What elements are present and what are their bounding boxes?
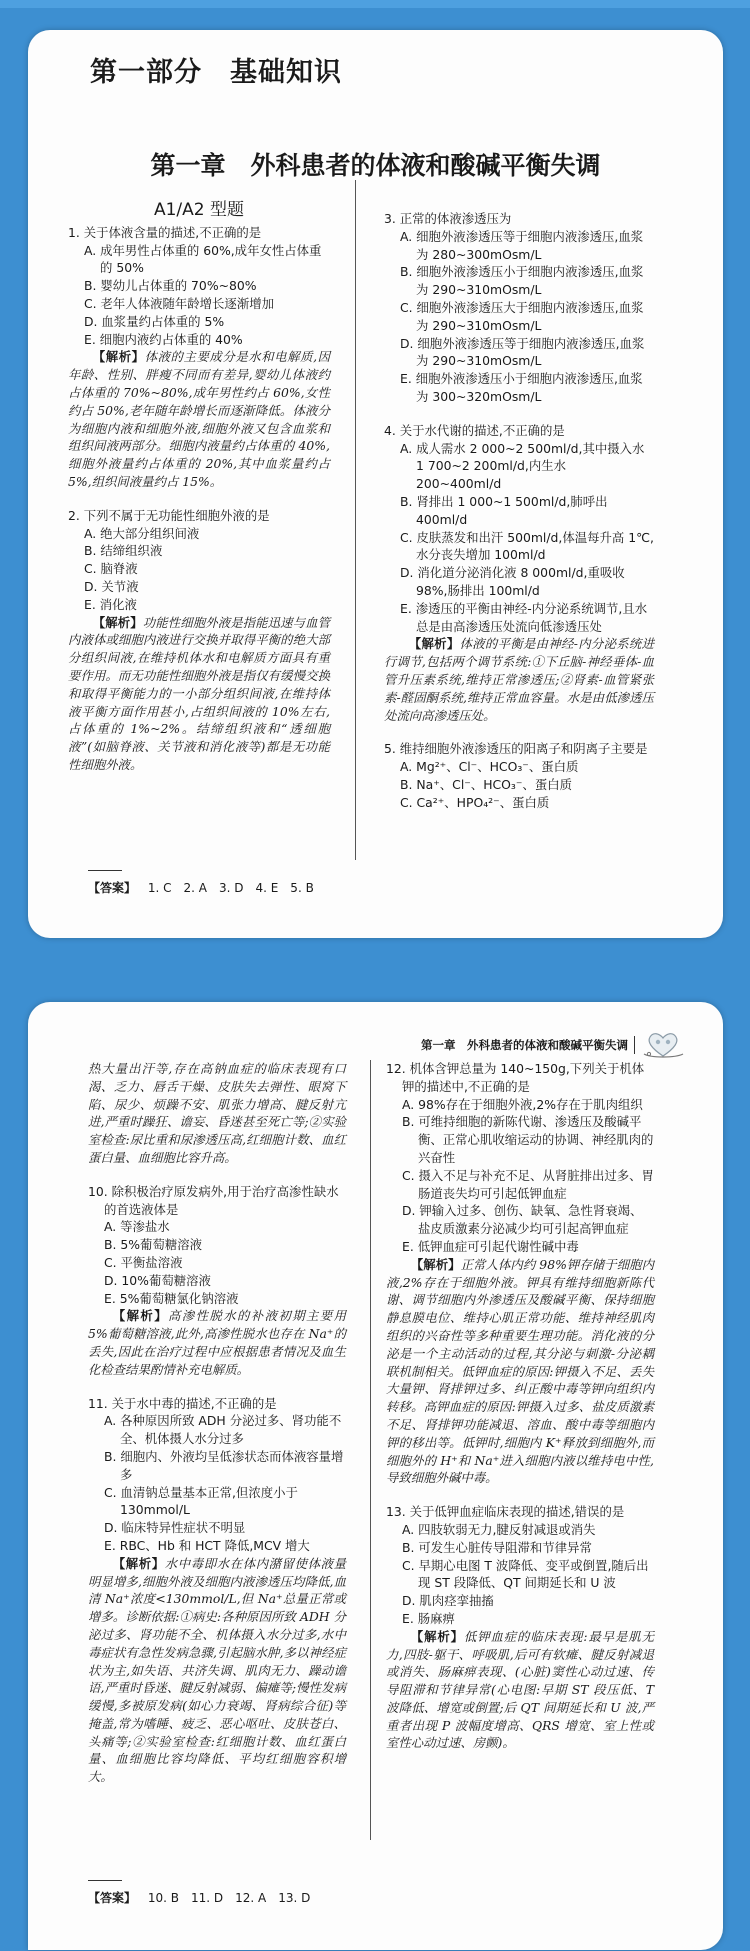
column-divider [370, 1060, 371, 1840]
explanation-text: 高渗性脱水的补液初期主要用 5%葡萄糖溶液,此外,高渗性脱水也存在 Na⁺的丢失,因此在治疗过程中应根据患者情况及血生化检查结果酌情补充电解质。 [88, 1308, 346, 1377]
answer-option: E. 细胞内液约占体重的 40% [84, 331, 243, 347]
answer-option: B. 细胞内、外液均呈低渗状态而体液容量增多 [104, 1448, 344, 1482]
question-stem: 5. 维持细胞外液渗透压的阳离子和阴离子主要是 [384, 741, 648, 757]
answer-option: B. 5%葡萄糖溶液 [104, 1237, 202, 1253]
answer-option: C. 摄入不足与补充不足、从肾脏排出过多、胃肠道丧失均可引起低钾血症 [402, 1167, 654, 1201]
explanation-tag: 【解析】 [112, 1308, 168, 1324]
answer-tag: 【答案】 [88, 881, 137, 895]
answer-option: C. 平衡盐溶液 [104, 1254, 183, 1270]
stethoscope-heart-logo-icon [641, 1030, 685, 1060]
answer-tag: 【答案】 [88, 1891, 137, 1905]
question-item [88, 1395, 346, 1787]
answer-option: B. 结缔组织液 [84, 543, 163, 559]
answer-option: B. 婴幼儿占体重的 70%~80% [84, 278, 257, 294]
question-stem: 2. 下列不属于无功能性细胞外液的是 [68, 507, 270, 523]
question-stem: 10. 除积极治疗原发病外,用于治疗高渗性缺水的首选液体是 [88, 1183, 339, 1217]
question-item [68, 507, 330, 774]
answer-option: D. 临床特异性症状不明显 [104, 1520, 246, 1536]
question-stem: 3. 正常的体液渗透压为 [384, 211, 512, 226]
answer-option: D. 10%葡萄糖溶液 [104, 1272, 211, 1288]
answer-option: B. 可维持细胞的新陈代谢、渗透压及酸碱平衡、正常心肌收缩运动的协调、神经肌肉的兴奋性 [402, 1114, 654, 1165]
explanation-tag: 【解析】 [92, 349, 145, 365]
answer-option: D. 钾输入过多、创伤、缺氧、急性肾衰竭、盐皮质激素分泌减少均可引起高钾血症 [402, 1203, 643, 1237]
book-page-1 [28, 30, 723, 938]
answer-option: C. 皮肤蒸发和出汗 500ml/d,体温每升高 1℃,水分丧失增加 100ml/d [400, 529, 654, 563]
answer-option: D. 关节液 [84, 578, 139, 594]
answer-option: A. 各种原因所致 ADH 分泌过多、肾功能不全、机体摄人水分过多 [104, 1413, 342, 1447]
answer-values: 1. C 2. A 3. D 4. E 5. B [147, 881, 314, 895]
answer-option: B. 可发生心脏传导阻滞和节律异常 [402, 1539, 592, 1555]
answer-values: 10. B 11. D 12. A 13. D [147, 1891, 311, 1905]
question-item [384, 422, 654, 725]
book-page-2 [28, 1002, 723, 1950]
answer-option: C. 早期心电图 T 波降低、变平或倒置,随后出现 ST 段降低、QT 间期延长和 U 波 [402, 1557, 649, 1591]
answer-option: E. 5%葡萄糖氯化钠溶液 [104, 1290, 239, 1306]
answer-rule [88, 870, 122, 871]
running-head-title: 第一章 外科患者的体液和酸碱平衡失调 [421, 1038, 628, 1052]
answer-option: A. 绝大部分组织间液 [84, 525, 200, 541]
question-stem: 1. 关于体液含量的描述,不正确的是 [68, 224, 262, 240]
question-item [386, 1060, 654, 1487]
question-stem: 12. 机体含钾总量为 140~150g,下列关于机体钾的描述中,不正确的是 [386, 1061, 645, 1094]
question-stem: 11. 关于水中毒的描述,不正确的是 [88, 1395, 277, 1411]
answer-option: C. 细胞外液渗透压大于细胞内液渗透压,血浆为 290~310mOsm/L [400, 299, 644, 333]
top-edge [0, 0, 750, 8]
question-item [384, 740, 654, 811]
explanation-tag: 【解析】 [112, 1555, 165, 1571]
explanation-tag: 【解析】 [408, 636, 460, 652]
section-heading: A1/A2 型题 [153, 200, 245, 220]
part-title: 第一部分 基础知识 [90, 57, 342, 88]
explanation-tag: 【解析】 [410, 1256, 461, 1272]
explanation-text: 正常人体内约 98%钾存储于细胞内液,2%存在于细胞外液。钾具有维持细胞新陈代谢、调节细胞内外渗透压及酸碱平衡、保持细胞静息膜电位、维持心肌正常功能、维持神经肌肉组织的兴奋性等多种重要生理功能。消化液的分泌是一个主动活动的过程,其分泌与刺激-分泌耦联机制相关。低钾血症的原因:钾摄入不足、丢失大量钾、肾排钾过多、纠正酸中毒等钾向组织内转移。高钾血症的原因:钾摄入过多、盐皮质激素不足、肾排钾功能减退、溶血、酸中毒等细胞内钾的移出等。低钾时,细胞内 K⁺释放到细胞外,而细胞外的 H⁺和 Na⁺进入细胞内液以维持电中性,导致细胞外碱中毒。 [386, 1256, 655, 1486]
question-stem: 13. 关于低钾血症临床表现的描述,错误的是 [386, 1504, 625, 1520]
page2-left-column [88, 1060, 346, 1802]
answer-option: A. 98%存在于细胞外液,2%存在于肌肉组织 [402, 1096, 643, 1112]
question-list [88, 1183, 346, 1786]
answer-key [88, 1880, 310, 1906]
page1-left-column [68, 196, 330, 790]
answer-option: E. 肠麻痹 [402, 1610, 455, 1626]
question-item [88, 1183, 346, 1379]
answer-option: E. 低钾血症可引起代谢性碱中毒 [402, 1238, 579, 1254]
explanation [386, 1628, 654, 1753]
continued-explanation: 热大量出汗等,存在高钠血症的临床表现有口渴、乏力、唇舌干燥、皮肤失去弹性、眼窝下陷、尿少、烦躁不安、肌张力增高、腱反射亢进,严重时躁狂、谵妄、昏迷甚至死亡等;②实验室检查:尿比重和尿渗透压高,红细胞计数、血红蛋白量、血细胞比容升高。 [88, 1061, 346, 1165]
answer-option: A. 细胞外液渗透压等于细胞内液渗透压,血浆为 280~300mOsm/L [400, 228, 644, 262]
answer-option: C. 老年人体液随年龄增长逐渐增加 [84, 295, 274, 311]
answer-option: D. 消化道分泌消化液 8 000ml/d,重吸收 98%,肠排出 100ml/d [400, 565, 625, 598]
answer-option: A. 四肢软弱无力,腱反射减退或消失 [402, 1521, 596, 1537]
explanation [68, 348, 330, 490]
answer-option: D. 血浆量约占体重的 5% [84, 313, 225, 329]
page1-right-column [384, 210, 654, 828]
explanation [386, 1256, 654, 1487]
answer-option: B. 细胞外液渗透压小于细胞内液渗透压,血浆为 290~310mOsm/L [400, 264, 644, 298]
explanation-text: 水中毒即水在体内潴留使体液量明显增多,细胞外液及细胞内液渗透压均降低,血清 Na⁺浓度<130mmol/L,但 Na⁺总量正常或增多。诊断依据:①病史:各种原因所致 ADH 分泌过多、肾功能不全、机体摄入水分过多,水中毒症状有急性发病急骤,引起脑水肿,多以神经症状为主,如失语、共济失调、肌肉无力、躁动谵语,严重时昏迷、腱反射减弱、偏瘫等;慢性发病缓慢,多被原发病(如心力衰竭、肾病综合征)等掩盖,常为嗜睡、疲乏、恶心呕吐、皮肤苍白、头痛等;②实验室检查:红细胞计数、血红蛋白量、血细胞比容均降低、平均红细胞容积增大。 [88, 1555, 347, 1785]
explanation [88, 1555, 346, 1786]
answer-option: C. 血清钠总量基本正常,但浓度小于 130mmol/L [104, 1484, 298, 1518]
question-item [68, 224, 330, 491]
question-list [384, 210, 654, 812]
page2-right-column [386, 1060, 654, 1768]
answer-option: E. 消化液 [84, 596, 137, 612]
answer-option: E. 渗透压的平衡由神经-内分泌系统调节,且水总是由高渗透压处流向低渗透压处 [400, 600, 648, 634]
answer-key [88, 870, 314, 896]
question-stem: 4. 关于水代谢的描述,不正确的是 [384, 422, 565, 438]
answer-option: C. 脑脊液 [84, 561, 138, 577]
running-head [421, 1030, 685, 1060]
answer-option: B. Na⁺、Cl⁻、HCO₃⁻、蛋白质 [400, 776, 572, 792]
question-item [386, 1503, 654, 1752]
question-list [386, 1060, 654, 1752]
column-divider [355, 180, 356, 860]
explanation-text: 低钾血症的临床表现:最早是肌无力,四肢-躯干、呼吸肌,后可有软瘫、腱反射减退或消失、肠麻痹表现、(心脏)窦性心动过速、传导阻滞和节律异常(心电图:早期 ST 段压低、T 波降低、增宽或倒置;后 QT 间期延长和 U 波,严重者出现 P 波幅度增高、QRS 增宽、室上性或室性心动过速、房颤)。 [386, 1628, 654, 1751]
explanation [384, 635, 654, 724]
answer-rule [88, 1880, 122, 1881]
explanation-tag: 【解析】 [410, 1628, 464, 1644]
question-list [68, 224, 330, 774]
answer-option: B. 肾排出 1 000~1 500ml/d,肺呼出 400ml/d [400, 493, 608, 527]
explanation-tag: 【解析】 [92, 614, 143, 630]
explanation [88, 1307, 346, 1378]
explanation-text: 体液的平衡是由神经-内分泌系统进行调节,包括两个调节系统:①下丘脑-神经垂体-血管升压素系统,维持正常渗透压;②肾素-血管紧张素-醛固酮系统,维持正常血容量。水是由低渗透压处流向高渗透压处。 [384, 636, 655, 723]
answer-option: E. RBC、Hb 和 HCT 降低,MCV 增大 [104, 1537, 310, 1553]
question-item [384, 210, 654, 406]
answer-option: D. 细胞外液渗透压等于细胞内液渗透压,血浆为 290~310mOsm/L [400, 335, 645, 369]
answer-option: D. 肌肉痉挛抽搐 [402, 1593, 494, 1609]
explanation-text: 功能性细胞外液是指能迅速与血管内液体或细胞内液进行交换并取得平衡的绝大部分组织间液,在维持机体水和电解质方面具有重要作用。而无功能性细胞外液是指仅有缓慢交换和取得平衡能力的一小部分组织间液,在维持体液平衡方面作用甚小,占组织间液的 10%左右,占体重的 1%~2%。结缔组织液和“透细胞液”(如脑脊液、关节液和消化液等)都是无功能性细胞外液。 [68, 614, 331, 772]
answer-option: E. 细胞外液渗透压小于细胞内液渗透压,血浆为 300~320mOsm/L [400, 371, 643, 404]
answer-option: A. 成人需水 2 000~2 500ml/d,其中摄入水 1 700~2 200ml/d,内生水 200~400ml/d [400, 440, 645, 492]
answer-option: A. Mg²⁺、Cl⁻、HCO₃⁻、蛋白质 [400, 759, 579, 775]
chapter-title: 第一章 外科患者的体液和酸碱平衡失调 [150, 151, 601, 180]
explanation-text: 体液的主要成分是水和电解质,因年龄、性别、胖瘦不同而有差异,婴幼儿体液约占体重的 70%~80%,成年男性约占 60%,女性约占 50%,老年随年龄增长而逐渐降低。体液分为细胞内液和细胞外液,细胞外液又包含血浆和组织间液两部分。细胞内液量约占体重的 40%,细胞外液量约占体重的 20%,其中血浆量约占 5%,组织间液量约占 15%。 [68, 349, 330, 489]
answer-option: A. 等渗盐水 [104, 1219, 170, 1235]
answer-option: A. 成年男性占体重的 60%,成年女性占体重的 50% [84, 242, 322, 276]
answer-option: C. Ca²⁺、HPO₄²⁻、蛋白质 [400, 794, 550, 810]
running-head-divider [634, 1036, 635, 1054]
explanation [68, 614, 330, 774]
